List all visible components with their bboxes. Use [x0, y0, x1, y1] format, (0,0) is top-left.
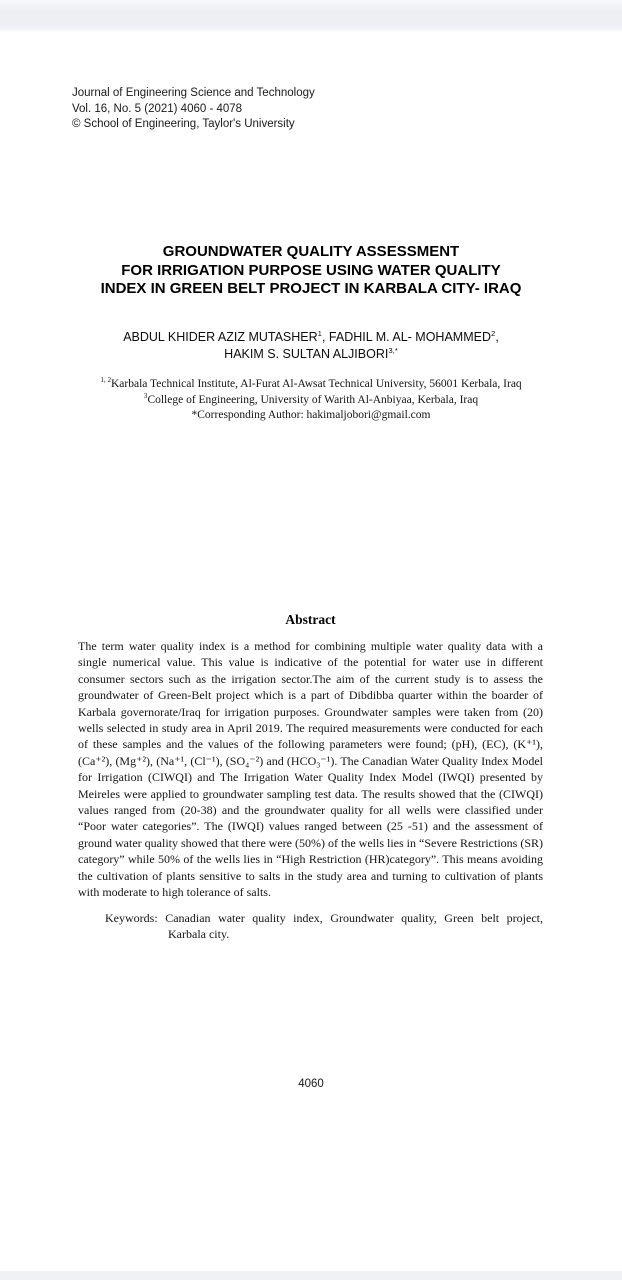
journal-copyright: © School of Engineering, Taylor's University [72, 118, 295, 130]
authors-block [0, 329, 622, 363]
affiliation-2: $^3$College of Engineering, University of Warith Al-Anbiyaa, Kerbala, Iraq [143, 391, 479, 406]
viewer-top-bar [0, 0, 622, 30]
paper-title [0, 243, 622, 299]
keywords-block [105, 910, 543, 943]
page-number: 4060 [298, 1078, 324, 1090]
authors-line1: ABDUL KHIDER AZIZ MUTASHER$^1$, FADHIL M. AL- MOHAMMED$^2$, [123, 328, 499, 344]
journal-volume-info: Vol. 16, No. 5 (2021) 4060 - 4078 [72, 102, 243, 115]
viewer-bottom-bar [0, 1271, 622, 1280]
abstract-heading: Abstract [285, 612, 336, 627]
journal-name: Journal of Engineering Science and Technology [72, 87, 315, 99]
paper-title-line2: FOR IRRIGATION PURPOSE USING WATER QUALITY [121, 261, 501, 279]
paper-title-line3: INDEX IN GREEN BELT PROJECT IN KARBALA CITY- IRAQ [100, 280, 522, 297]
abstract-body: The term water quality index is a method for combining multiple water quality data with a single numerical value. This value is indicative of the potential for water use in different consumer sectors such as the irrigation sector.The aim of the current study is to assess the groundwater of Green-Belt project which is a part of Dibdibba quarter within the boarder of Karbala governorate/Iraq for irrigation purposes. Groundwater samples were taken from (20) wells selected in study area in April 2019. The required measurements were conducted for each of these samples and the values of the following parameters were found; (pH), (EC), (K⁺¹), (Ca⁺²), (Mg⁺²), (Na⁺¹, (Cl⁻¹), (SO₄⁻²) and (HCO₃⁻¹). The Canadian Water Quality Index Model for Irrigation (CIWQI) and The Irrigation Water Quality Index Model (IWQI) presented by Meireles were applied to groundwater sampling test data. The results showed that the (CIWQI) values ranged from (20-38) and the groundwater quality for all wells were classified under “Poor water categories”. The (IWQI) values ranged between (25 -51) and the assessment of ground water quality showed that there were (50%) of the wells lies in “Severe Restrictions (SR) category” while 50% of the wells lies in “High Restriction (HR)category”. This means avoiding the cultivation of plants sensitive to salts in the study area and turning to cultivation of plants with moderate to high tolerance of salts. [78, 639, 543, 900]
journal-header [72, 86, 315, 133]
paper-title-line1: GROUNDWATER QUALITY ASSESSMENT [162, 243, 460, 260]
abstract-section [78, 612, 543, 942]
corresponding-author: *Corresponding Author: hakimaljobori@gmail.com [191, 409, 431, 421]
affiliation-1: $^{1, 2}$Karbala Technical Institute, Al-Furat Al-Awsat Technical University, 56001 Kerbala, Iraq [100, 376, 522, 390]
authors-line2: HAKIM S. SULTAN $ALJIBORI^{3,*}$ [224, 345, 398, 361]
keywords-text: Canadian water quality index, Groundwater quality, Green belt project, Karbala city. [165, 910, 543, 941]
keywords-label: Keywords: [105, 910, 166, 925]
affiliations-block [0, 377, 622, 424]
